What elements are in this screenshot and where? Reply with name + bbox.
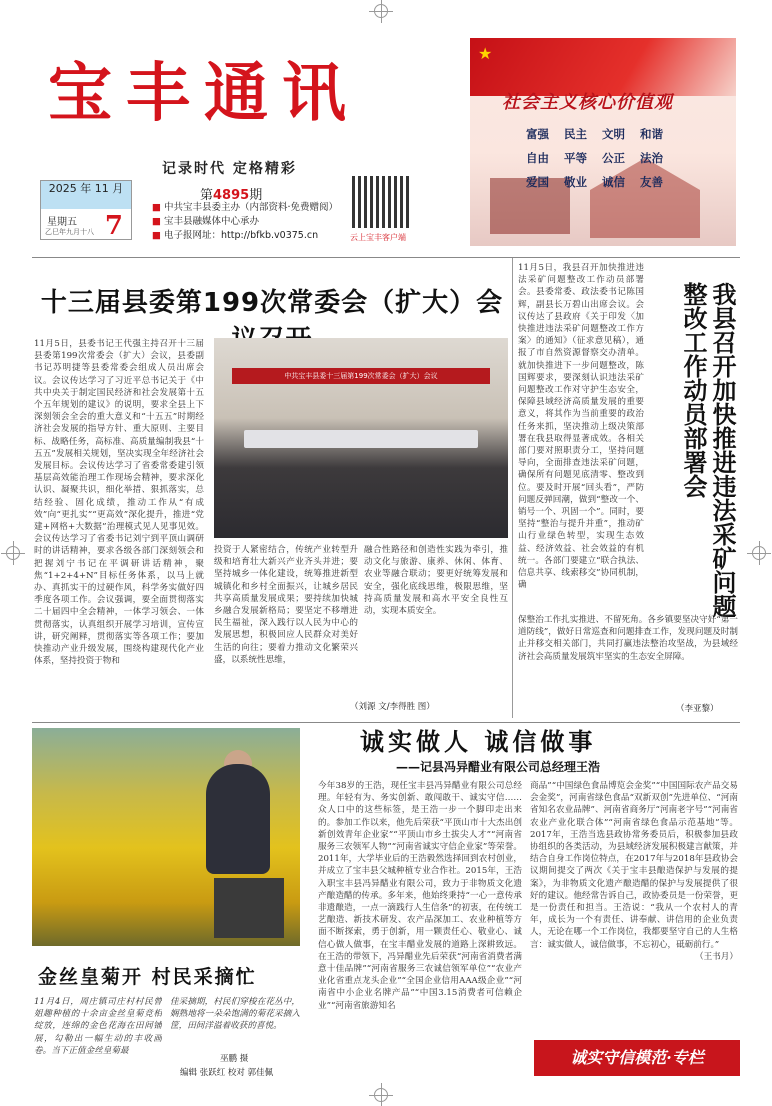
article4-col-a: 今年38岁的王浩，现任宝丰县冯异醋业有限公司总经理。年轻有为、务实创新、敢闯敢干、诚实守信……众人口中的这些标签，是王浩一步一个脚印走出来的。参加工作以来，他先后荣获“平顶山市十大杰出创新创效青年企业家”“平顶山市乡土拔尖人才”“河南省服务三农领军人物”“河南省诚实守信企业家”等荣誉。2011年，大学毕业后的王浩毅然选择回到农村创业，并成立了宝丰县父城种植专业合作社。2015年，王浩入职宝丰县冯异醋业有限公司，致力于非物质文化遗产酿造醋的传承。多年来，他始终秉持“一心一意传承非遗酿造，一点一滴践行人生信条”的初衷，在传统工艺酿造、新技术研发、农产品深加工、农业种植等方面不断探索，勇于创新，用一颗责任心、敬业心、诚信心做人做事，在宝丰醋业发展的道路上深耕致远。在王浩的带领下，冯异醋业先后荣获“河南省消费者满意十佳品牌”“河南省服务三农诚信领军单位”“农业产业化省重点龙头企业”“全国企业信用AAA级企业”“河南省中小企业名牌产品”“中国3.15消费者可信赖企业”“河南省旅游知名: [318, 781, 522, 1011]
masthead-slogan: 记录时代 定格精彩: [162, 161, 297, 177]
date-day: 7: [104, 211, 123, 241]
crop-mark-left: [6, 546, 20, 560]
article3-col-b: 佳采摘期，村民们穿梭在花丛中，娴熟地将一朵朵饱满的菊花采摘入筐，田间洋溢着收获的喜悦。: [170, 997, 300, 1032]
value-item: 诚信: [602, 175, 625, 189]
star-icon: ★: [478, 44, 493, 63]
photo-credit: 巫鹏 摄: [220, 1054, 249, 1064]
date-box: [40, 180, 132, 240]
column-tag[interactable]: 诚实守信模范·专栏: [534, 1040, 740, 1076]
article2-col-bottom: 保整治工作扎实推进、不留死角。各乡镇要坚决守好“第一道防线”，做好日常巡查和问题排查工作，发现问题及时制止并移交相关部门，共同打赢违法整治攻坚战，为县域经济社会高质量发展筑牢坚实的生态安全屏障。: [518, 615, 738, 662]
article2-col-top: 11月5日，我县召开加快推进违法采矿问题整改工作动员部署会。县委常委、政法委书记陈国辉，副县长万碧山出席会议。会议传达了县政府《关于印发〈加快推进违法采矿问题整改工作方案〉的通知》（征求意见稿），通报了市自然资源督察交办清单。就加快推进下一步问题整改，陈国辉要求，要深刻认识违法采矿问题整改工作对守护生态安全，保障县域经济高质量发展的重要意义，将其作为当前重要的政治任务来抓，坚决推动上级决策部署在我县取得显著成效。各相关部门要对照职责分工，坚持问题导向，全面排查违法采矿问题，确保所有问题见底清零、整改到位。要及时开展“回头看”，严防问题反弹回潮，做到“整改一个、销号一个、巩固一个”。同时，要坚持“整治与提升并重”，推动矿山行业绿色转型，实现生态效益、经济效益、社会效益的有机统一。各部门要建立“联合执法、信息共享、线索移交”协同机制，确: [518, 263, 644, 591]
article4-credit: （王书月）: [695, 951, 738, 962]
value-item: 自由: [526, 151, 549, 165]
core-values-panel: [470, 38, 736, 246]
article1-col2: 投资于人紧密结合，传统产业转型升级和培育壮大新兴产业齐头并进；要坚持城乡一体化建设，统筹推进新型城镇化和乡村全面振兴，让城乡居民共享高质量发展成果；要持续加快城乡融合发展新格局；要坚定不移增进民生福祉，深入践行以人民为中心的发展思想，积极回应人民群众对美好生活的向往；要着力推动文化繁荣兴盛，以系统性思维，: [214, 545, 358, 665]
crop-mark-right: [752, 546, 766, 560]
website-line[interactable]: ■ 电子报网址：http://bfkb.v0375.cn: [152, 229, 338, 243]
value-item: 爱国: [526, 175, 549, 189]
article1-credit: （刘源 文/李得胜 图）: [350, 702, 435, 712]
article4-col-b-text: 商品”“中国绿色食品博览会金奖”“中国国际农产品交易会金奖”，河南省绿色食品“双新双创”先进单位、“河南省知名农业品牌”、河南省商务厅“河南老字号”“河南省农业产业化联合体”“河南省绿色食品示范基地”等。2017年，王浩当选县政协常务委员后，积极参加县政协组织的各类活动，为县域经济发展积极建言献策，并结合自身工作岗位特点，在2017年与2018年县政协会议期间提交了两次《关于宝丰县酿造保护与发展的提案》，为非物质文化遗产酿造醋的保护与发展提供了很好的建议。他经常告诉自己，政协委员是一份荣誉，更是一份责任和担当。王浩说：“我从一个农村人的青年，成长为一个有责任、讲奉献、讲信用的企业负责人，无论在哪一个工作岗位，我都要坚守自己的人生格言：诚实做人，诚信做事，不忘初心，砥砺前行。”: [530, 781, 738, 950]
qr-label: 云上宝丰客户端: [350, 233, 406, 242]
meeting-table: [244, 430, 478, 448]
article4-headline[interactable]: 诚实做人 诚信做事: [360, 728, 597, 756]
article1-headline[interactable]: 十三届县委第199次常委会（扩大）会: [40, 288, 504, 318]
article3-col-a: 11月4日，周庄镇司庄村村民曾姐趣种植的十余亩金丝皇菊竞相绽放，连绵的金色花海在田间铺展，勾勒出一幅生动的丰收画卷。当下正值金丝皇菊最: [34, 997, 162, 1056]
sponsor-info: [152, 201, 338, 243]
villager-figure: [206, 764, 270, 874]
meeting-photo: [214, 338, 508, 538]
chrysanthemum-photo: [32, 728, 300, 946]
core-values-grid: [526, 126, 678, 198]
core-values-title: 社会主义核心价值观: [502, 92, 673, 113]
divider: [32, 257, 740, 258]
article2-headline[interactable]: 我县召开加快推进违法采矿问题整改工作动员部署会: [679, 282, 736, 618]
masthead-title: 宝丰通讯: [48, 56, 360, 131]
date-weekday: 星期五: [47, 217, 77, 228]
date-lunar: 乙巳年九月十八: [45, 228, 94, 236]
article2-credit: （李亚黎）: [676, 704, 719, 714]
article3-credits: [180, 1052, 273, 1080]
article3-title[interactable]: 金丝皇菊开 村民采摘忙: [38, 966, 257, 988]
sponsor-line: ■ 宝丰县融媒体中心承办: [152, 215, 338, 229]
meeting-banner: 中共宝丰县委十三届第199次常委会（扩大）会议: [232, 368, 490, 384]
issue-value: 4895: [213, 188, 250, 203]
crop-mark-top: [374, 4, 388, 18]
editor-line: 编辑 张跃红 校对 郭佳佩: [180, 1068, 274, 1078]
article1-col3: 融合性路径和创造性实践为牵引，推动文化与旅游、康养、休闲、体育、农业等融合联动；要更好统筹发展和安全，强化底线思维，极限思维，坚持高质量发展和高水平安全良性互动，实现本质安全。: [364, 545, 508, 617]
value-item: 民主: [564, 127, 587, 141]
value-item: 友善: [640, 175, 663, 189]
crop-mark-bottom: [374, 1088, 388, 1102]
value-item: 敬业: [564, 175, 587, 189]
issue-prefix: 第: [200, 188, 214, 203]
issue-suffix: 期: [249, 188, 263, 203]
article1-col1: 11月5日，县委书记王代强主持召开十三届县委第199次常委会（扩大）会议，县委副书记苏明捷等县委常委会组成人员出席会议。会议传达学习了习近平总书记关于《中共中央关于制定国民经济和社会发展第十五个五年规划的建议》的说明，要求全县上下深刻领会全会的重大意义和“十五五”时期经济社会发展的指导方针、重大原则、主要目标、战略任务，高标准、高质量编制我县“十五五”发展相关规划，坚决实现全年经济社会发展目标。会议传达学习了省委常委建引领基层高效能治理工作现场会精神，要求深化认识、凝聚共识，细化举措、狠抓落实，总结经验、固化成绩，推动工作从“有成效”向“更扎实”“更高效”深化提升，推进“党建+网格+大数据”治理模式见人见事见效。会议传达学习了省委书记刘宁到平顶山调研时的讲话精神，要求各级各部门深刻领会和把握刘宁书记在平调研讲话精神，聚焦“1+2+4+N”目标任务体系，以马上就办、真抓实干的过硬作风，科学务实做好四季度各项工作。会议强调，要全面贯彻落实二十届四中全会精神，一体学习领会、一体贯彻落实，认真组织开展学习培训，宣传宣讲，研究阐释，贯彻落实等各项工作；要加快推动产业升级发展，围绕构建现代化产业体系，坚持投资于物和: [34, 339, 204, 667]
date-year-month: 2025 年 11 月: [41, 181, 131, 209]
value-item: 公正: [602, 151, 625, 165]
column-divider: [512, 258, 513, 718]
qr-code[interactable]: [352, 176, 410, 228]
value-item: 文明: [602, 127, 625, 141]
value-item: 富强: [526, 127, 549, 141]
sponsor-line: ■ 中共宝丰县委主办（内部资料·免费赠阅）: [152, 201, 338, 215]
article4-subhead: ——记县冯异醋业有限公司总经理王浩: [396, 760, 601, 774]
value-item: 法治: [640, 151, 663, 165]
article4-col-b: [530, 780, 738, 1040]
value-item: 平等: [564, 151, 587, 165]
flower-basket: [214, 878, 284, 938]
value-item: 和谐: [640, 127, 663, 141]
